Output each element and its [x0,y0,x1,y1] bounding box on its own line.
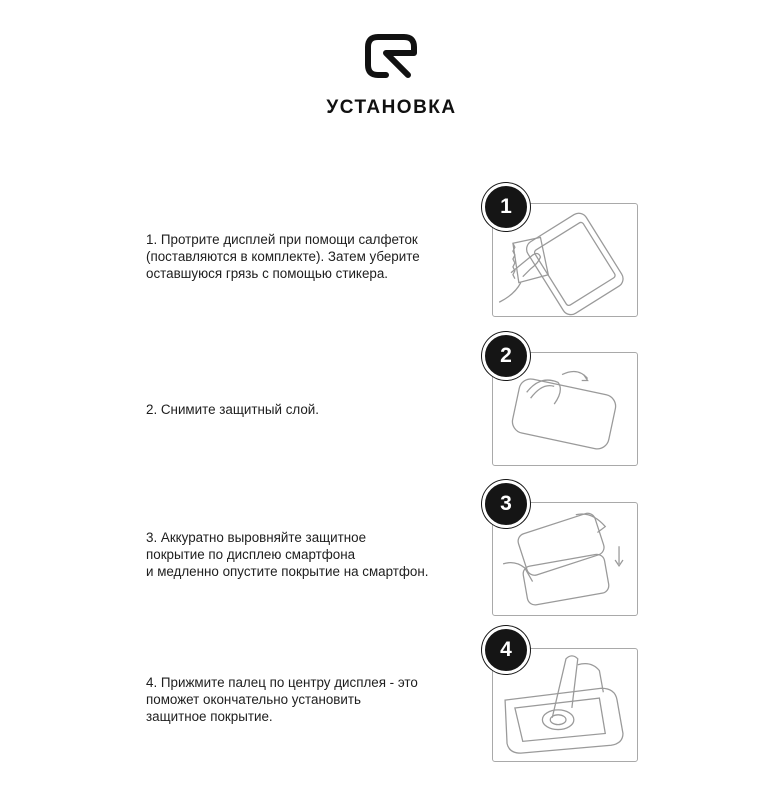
step-2-text: 2. Снимите защитный слой. [146,402,320,417]
brand-logo-icon [364,33,418,79]
step-4-badge: 4 [482,626,530,674]
page-title: УСТАНОВКА [326,97,457,118]
step-1-badge: 1 [482,183,530,231]
step-2-badge: 2 [482,332,530,380]
step-3-badge: 3 [482,480,530,528]
step-1-text: 1. Протрите дисплей при помощи салфеток (поставляются в комплекте). Затем уберите оставшуюся грязь с помощью стикера. [146,232,420,281]
step-3-text: 3. Аккуратно выровняйте защитное покрытие по дисплею смартфона и медленно опустите покрытие на смартфон. [146,530,429,579]
step-4-text: 4. Прижмите палец по центру дисплея - это поможет окончательно установить защитное покрытие. [146,675,418,724]
